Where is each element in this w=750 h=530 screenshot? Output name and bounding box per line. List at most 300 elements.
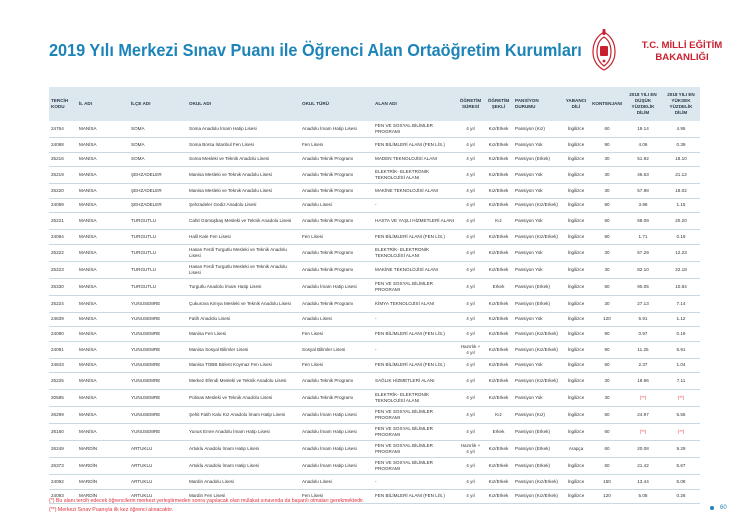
table-cell: 90.05 bbox=[624, 278, 662, 295]
table-cell: 4 yıl bbox=[457, 278, 484, 295]
table-cell: 26373 bbox=[49, 458, 77, 475]
table-cell: Fen Lisesi bbox=[300, 489, 373, 504]
table-cell: 90 bbox=[590, 341, 624, 358]
table-cell: Arapça bbox=[562, 441, 590, 458]
table-cell: Pansiyon Yok bbox=[513, 244, 562, 261]
table-row bbox=[49, 152, 700, 167]
table-cell: TURGUTLU bbox=[129, 230, 187, 245]
table-cell: 60 bbox=[590, 458, 624, 475]
table-cell: YUNUSEMRE bbox=[129, 358, 187, 373]
table-cell: 4 yıl bbox=[457, 138, 484, 153]
table-cell: 60 bbox=[590, 407, 624, 424]
table-row bbox=[49, 373, 700, 390]
table-cell: Artuklu Anadolu İmam Hatip Lisesi bbox=[187, 441, 300, 458]
table-cell: Pansiyon Yok bbox=[513, 312, 562, 327]
table-cell: 90 bbox=[590, 198, 624, 213]
table-cell: MAKİNE TEKNOLOJİSİ ALANI bbox=[373, 184, 457, 199]
table-cell: 30 bbox=[590, 244, 624, 261]
table-cell: Mardin Anadolu Lisesi bbox=[187, 475, 300, 490]
table-cell: 24839 bbox=[49, 312, 77, 327]
table-row bbox=[49, 458, 700, 475]
table-cell: 21.42 bbox=[624, 458, 662, 475]
table-cell: - bbox=[373, 341, 457, 358]
table-cell: Kız/Erkek bbox=[484, 152, 513, 167]
table-cell: 24843 bbox=[49, 358, 77, 373]
table-cell: Kız/Erkek bbox=[484, 244, 513, 261]
table-cell: Pansiyon (Kız/Erkek) bbox=[513, 230, 562, 245]
table-cell: FEN VE SOSYAL BİLİMLER PROGRAMI bbox=[373, 424, 457, 441]
table-cell: 30 bbox=[590, 373, 624, 390]
table-cell: 13.44 bbox=[624, 475, 662, 490]
table-cell: Çukurova Kimya Mesleki ve Teknik Anadolu Lisesi bbox=[187, 295, 300, 312]
table-cell: 60 bbox=[590, 441, 624, 458]
table-cell: İngilizce bbox=[562, 475, 590, 490]
table-row bbox=[49, 261, 700, 278]
table-cell: İngilizce bbox=[562, 390, 590, 407]
table-cell: FEN VE SOSYAL BİLİMLER PROGRAMI bbox=[373, 407, 457, 424]
table-cell: Anadolu İmam Hatip Lisesi bbox=[300, 407, 373, 424]
table-cell: YUNUSEMRE bbox=[129, 390, 187, 407]
table-cell: - bbox=[373, 312, 457, 327]
table-cell: 22.18 bbox=[662, 261, 700, 278]
table-cell: MANİSA bbox=[77, 373, 129, 390]
table-cell: Pansiyon (Erkek) bbox=[513, 152, 562, 167]
table-cell: Fen Lisesi bbox=[300, 230, 373, 245]
table-cell: 57.29 bbox=[624, 244, 662, 261]
table-cell: ARTUKLU bbox=[129, 458, 187, 475]
table-cell: - bbox=[373, 475, 457, 490]
table-cell: 25330 bbox=[49, 278, 77, 295]
table-cell: ŞEHZADELER bbox=[129, 184, 187, 199]
table-cell: 60 bbox=[590, 121, 624, 138]
table-cell: YUNUSEMRE bbox=[129, 424, 187, 441]
table-cell: MANİSA bbox=[77, 230, 129, 245]
table-cell: 60 bbox=[590, 213, 624, 230]
footnotes bbox=[49, 497, 364, 515]
table-cell: 120 bbox=[590, 312, 624, 327]
table-cell: 4 yıl bbox=[457, 121, 484, 138]
table-cell: SOMA bbox=[129, 152, 187, 167]
table-cell: ŞEHZADELER bbox=[129, 167, 187, 184]
table-cell: 5.08 bbox=[662, 475, 700, 490]
header-row bbox=[49, 87, 700, 121]
table-cell: YUNUSEMRE bbox=[129, 295, 187, 312]
table-cell: İngilizce bbox=[562, 312, 590, 327]
table-cell: Kız/Erkek bbox=[484, 475, 513, 490]
table-cell: 60 bbox=[590, 358, 624, 373]
table-cell: Anadolu İmam Hatip Lisesi bbox=[300, 441, 373, 458]
table-cell: TURGUTLU bbox=[129, 244, 187, 261]
table-cell: Pansiyon (Kız/Erkek) bbox=[513, 198, 562, 213]
table-cell: Hasan Ferdi Turgutlu Mesleki ve Teknik Anadolu Lisesi bbox=[187, 244, 300, 261]
table-cell: 1.12 bbox=[662, 312, 700, 327]
table-cell: Şehzadeler Gediz Anadolu Lisesi bbox=[187, 198, 300, 213]
table-cell: MANİSA bbox=[77, 341, 129, 358]
table-cell: Erkek bbox=[484, 278, 513, 295]
table-row bbox=[49, 184, 700, 199]
table-cell: Anadolu Lisesi bbox=[300, 312, 373, 327]
table-cell: Kız bbox=[484, 407, 513, 424]
table-row bbox=[49, 441, 700, 458]
table-cell: 60 bbox=[590, 424, 624, 441]
table-cell: KİMYA TEKNOLOJİSİ ALANI bbox=[373, 295, 457, 312]
table-cell: İngilizce bbox=[562, 261, 590, 278]
page-title: 2019 Yılı Merkezi Sınav Puanı ile Öğrenci Alan Ortaöğretim Kurumları bbox=[49, 40, 582, 60]
table-cell: 30 bbox=[590, 152, 624, 167]
table-cell: İngilizce bbox=[562, 407, 590, 424]
table-row bbox=[49, 390, 700, 407]
table-cell: Fen Lisesi bbox=[300, 327, 373, 342]
table-cell: 4 yıl bbox=[457, 167, 484, 184]
table-cell: 4 yıl bbox=[457, 261, 484, 278]
table-cell: Artuklu Anadolu İmam Hatip Lisesi bbox=[187, 458, 300, 475]
table-cell: 90 bbox=[590, 138, 624, 153]
table-cell: Pansiyon (Kız) bbox=[513, 121, 562, 138]
table-row bbox=[49, 167, 700, 184]
table-cell: 25221 bbox=[49, 213, 77, 230]
table-row bbox=[49, 341, 700, 358]
table-cell: Kız/Erkek bbox=[484, 295, 513, 312]
table-cell: 25224 bbox=[49, 295, 77, 312]
table-cell: 5.55 bbox=[662, 407, 700, 424]
table-cell: YUNUSEMRE bbox=[129, 373, 187, 390]
table-cell: 18.96 bbox=[624, 373, 662, 390]
table-cell: ARTUKLU bbox=[129, 441, 187, 458]
table-cell: ARTUKLU bbox=[129, 475, 187, 490]
table-cell: İngilizce bbox=[562, 138, 590, 153]
table-cell: İngilizce bbox=[562, 121, 590, 138]
table-row bbox=[49, 358, 700, 373]
table-cell: Hazırlık + 4 yıl bbox=[457, 441, 484, 458]
table-row bbox=[49, 295, 700, 312]
table-cell: YUNUSEMRE bbox=[129, 341, 187, 358]
table-cell: 19.14 bbox=[624, 121, 662, 138]
table-cell: Pansiyon Yok bbox=[513, 138, 562, 153]
table-cell: 1.15 bbox=[662, 198, 700, 213]
table-cell: HASTA VE YAŞLI HİZMETLERİ ALANI bbox=[373, 213, 457, 230]
table-cell: 21.12 bbox=[662, 167, 700, 184]
table-cell: 7.14 bbox=[662, 295, 700, 312]
table-cell: Anadolu İmam Hatip Lisesi bbox=[300, 458, 373, 475]
table-cell: 20.20 bbox=[662, 213, 700, 230]
table-cell: 4 yıl bbox=[457, 358, 484, 373]
table-cell: Kız/Erkek bbox=[484, 312, 513, 327]
table-cell: 25219 bbox=[49, 167, 77, 184]
table-cell: MARDİN bbox=[77, 475, 129, 490]
table-cell: FEN VE SOSYAL BİLİMLER PROGRAMI bbox=[373, 458, 457, 475]
table-row bbox=[49, 138, 700, 153]
table-cell: YUNUSEMRE bbox=[129, 327, 187, 342]
table-cell: 4 yıl bbox=[457, 424, 484, 441]
table-cell: 5.91 bbox=[624, 312, 662, 327]
table-cell: ARTUKLU bbox=[129, 489, 187, 504]
table-cell: 4 yıl bbox=[457, 230, 484, 245]
table-cell: 11.25 bbox=[624, 341, 662, 358]
table-cell: Kız/Erkek bbox=[484, 489, 513, 504]
table-cell: 4 yıl bbox=[457, 327, 484, 342]
table-cell: Anadolu Teknik Programı bbox=[300, 295, 373, 312]
table-cell: ELEKTRİK- ELEKTRONİK TEKNOLOJİSİ ALANI bbox=[373, 390, 457, 407]
table-cell: Manisa Fen Lisesi bbox=[187, 327, 300, 342]
table-cell: SAĞLIK HİZMETLERİ ALANI bbox=[373, 373, 457, 390]
table-cell: Hasan Ferdi Turgutlu Mesleki ve Teknik Anadolu Lisesi bbox=[187, 261, 300, 278]
table-cell: Pansiyon (Erkek) bbox=[513, 424, 562, 441]
schools-table bbox=[49, 87, 700, 504]
table-cell: İngilizce bbox=[562, 244, 590, 261]
table-cell: Pansiyon (Erkek) bbox=[513, 295, 562, 312]
table-cell: 1.04 bbox=[662, 358, 700, 373]
table-cell: Anadolu Teknik Programı bbox=[300, 244, 373, 261]
table-cell: 24090 bbox=[49, 327, 77, 342]
table-cell: 25220 bbox=[49, 184, 77, 199]
table-cell: 24.97 bbox=[624, 407, 662, 424]
table-row bbox=[49, 213, 700, 230]
table-cell: SOMA bbox=[129, 138, 187, 153]
table-cell: 0.39 bbox=[662, 138, 700, 153]
table-cell: 24088 bbox=[49, 138, 77, 153]
footnote-1: (*) Bu alanı tercih edecek öğrencilerin merkezi yerleştirmeden sonra yapılacak olan mülakat sınavında da başarılı olmaları gerekmektedir. bbox=[49, 498, 365, 504]
table-cell: TURGUTLU bbox=[129, 213, 187, 230]
table-cell: (**) bbox=[624, 390, 662, 407]
table-cell: Anadolu Teknik Programı bbox=[300, 261, 373, 278]
table-cell: Pansiyon (Erkek) bbox=[513, 458, 562, 475]
table-cell: Kız/Erkek bbox=[484, 341, 513, 358]
column-header: OKUL TÜRÜ bbox=[300, 87, 373, 121]
table-cell: Soma Mesleki ve Teknik Anadolu Lisesi bbox=[187, 152, 300, 167]
table-cell: 5.67 bbox=[662, 458, 700, 475]
table-cell: Pansiyon (Kız/Erkek) bbox=[513, 327, 562, 342]
table-cell: Kız/Erkek bbox=[484, 441, 513, 458]
column-header: OKUL ADI bbox=[187, 87, 300, 121]
table-cell: İngilizce bbox=[562, 341, 590, 358]
table-body bbox=[49, 121, 700, 504]
table-cell: 51.92 bbox=[624, 152, 662, 167]
column-header: YABANCI DİLİ bbox=[562, 87, 590, 121]
table-cell: İngilizce bbox=[562, 213, 590, 230]
table-cell: 18.02 bbox=[662, 184, 700, 199]
table-cell: Manisa Mesleki ve Teknik Anadolu Lisesi bbox=[187, 167, 300, 184]
table-cell: FEN VE SOSYAL BİLİMLER PROGRAMI bbox=[373, 441, 457, 458]
table-cell: Kız/Erkek bbox=[484, 230, 513, 245]
table-cell: MANİSA bbox=[77, 167, 129, 184]
table-cell: 9.29 bbox=[662, 441, 700, 458]
table-cell: Pansiyon Yok bbox=[513, 358, 562, 373]
table-cell: 4 yıl bbox=[457, 458, 484, 475]
table-cell: MANİSA bbox=[77, 152, 129, 167]
table-cell: 0.26 bbox=[662, 489, 700, 504]
table-cell: İngilizce bbox=[562, 167, 590, 184]
table-cell: 30 bbox=[590, 390, 624, 407]
table-cell: FEN VE SOSYAL BİLİMLER PROGRAMI bbox=[373, 278, 457, 295]
table-cell: MANİSA bbox=[77, 184, 129, 199]
table-row bbox=[49, 230, 700, 245]
table-cell: İngilizce bbox=[562, 295, 590, 312]
table-row bbox=[49, 475, 700, 490]
table-cell: 24764 bbox=[49, 121, 77, 138]
table-cell: Pansiyon (Kız/Erkek) bbox=[513, 475, 562, 490]
table-cell: 57.98 bbox=[624, 184, 662, 199]
table-cell: 30 bbox=[590, 295, 624, 312]
table-cell: 7.11 bbox=[662, 373, 700, 390]
table-cell: Halil Kale Fen Lisesi bbox=[187, 230, 300, 245]
table-cell: 4 yıl bbox=[457, 489, 484, 504]
table-cell: Pansiyon (Kız/Erkek) bbox=[513, 373, 562, 390]
table-cell: Pansiyon Yok bbox=[513, 184, 562, 199]
table-cell: Anadolu Teknik Programı bbox=[300, 167, 373, 184]
table-cell: ELEKTRİK- ELEKTRONİK TEKNOLOJİSİ ALANI bbox=[373, 244, 457, 261]
table-cell: Anadolu Teknik Programı bbox=[300, 184, 373, 199]
table-cell: SOMA bbox=[129, 121, 187, 138]
table-cell: Merkez Efendi Mesleki ve Teknik Anadolu Lisesi bbox=[187, 373, 300, 390]
table-row bbox=[49, 244, 700, 261]
table-cell: 150 bbox=[590, 475, 624, 490]
table-cell: MANİSA bbox=[77, 138, 129, 153]
table-row bbox=[49, 198, 700, 213]
table-cell: 1.71 bbox=[624, 230, 662, 245]
table-cell: İngilizce bbox=[562, 327, 590, 342]
table-cell: Fatih Anadolu Lisesi bbox=[187, 312, 300, 327]
column-header: 2018 YILI EN DÜŞÜK YÜZDELİK DİLİM bbox=[624, 87, 662, 121]
table-cell: 20.08 bbox=[624, 441, 662, 458]
table-cell: ŞEHZADELER bbox=[129, 198, 187, 213]
table-cell: İngilizce bbox=[562, 424, 590, 441]
table-cell: 4 yıl bbox=[457, 312, 484, 327]
table-cell: 24094 bbox=[49, 230, 77, 245]
table-cell: Cahit Gümüşbaş Mesleki ve Teknik Anadolu Lisesi bbox=[187, 213, 300, 230]
table-cell: Kız/Erkek bbox=[484, 121, 513, 138]
table-cell: Anadolu İmam Hatip Lisesi bbox=[300, 121, 373, 138]
table-cell: 90 bbox=[590, 327, 624, 342]
table-cell: İngilizce bbox=[562, 198, 590, 213]
table-cell: Soma Borsa İstanbul Fen Lisesi bbox=[187, 138, 300, 153]
table-cell: - bbox=[373, 198, 457, 213]
table-cell: Kız bbox=[484, 213, 513, 230]
table-cell: 4 yıl bbox=[457, 244, 484, 261]
table-cell: Anadolu Lisesi bbox=[300, 198, 373, 213]
table-cell: Anadolu Lisesi bbox=[300, 475, 373, 490]
table-cell: Manisa Mesleki ve Teknik Anadolu Lisesi bbox=[187, 184, 300, 199]
table-cell: 4 yıl bbox=[457, 152, 484, 167]
table-cell: 24091 bbox=[49, 341, 77, 358]
table-cell: 4 yıl bbox=[457, 295, 484, 312]
table-cell: İngilizce bbox=[562, 230, 590, 245]
table-cell: MANİSA bbox=[77, 407, 129, 424]
table-header bbox=[49, 87, 700, 121]
ministry-line-2: BAKANLIĞI bbox=[655, 52, 709, 63]
table-cell: Sosyal Bilimler Lisesi bbox=[300, 341, 373, 358]
table-cell: 0.19 bbox=[662, 327, 700, 342]
table-cell: İngilizce bbox=[562, 358, 590, 373]
table-cell: İngilizce bbox=[562, 184, 590, 199]
ministry-logo-icon bbox=[586, 28, 622, 74]
table-cell: Soma Anadolu İmam Hatip Lisesi bbox=[187, 121, 300, 138]
table-cell: 18.10 bbox=[662, 152, 700, 167]
table-cell: 120 bbox=[590, 489, 624, 504]
column-header: 2018 YILI EN YÜKSEK YÜZDELİK DİLİM bbox=[662, 87, 700, 121]
table-cell: TURGUTLU bbox=[129, 278, 187, 295]
table-cell: (**) bbox=[662, 390, 700, 407]
table-cell: MANİSA bbox=[77, 198, 129, 213]
table-cell: Kız/Erkek bbox=[484, 373, 513, 390]
table-cell: FEN BİLİMLERİ ALANI (FEN LİS.) bbox=[373, 489, 457, 504]
table-cell: Kız/Erkek bbox=[484, 184, 513, 199]
table-cell: 82.10 bbox=[624, 261, 662, 278]
table-cell: Anadolu Teknik Programı bbox=[300, 390, 373, 407]
table-cell: Hazırlık + 4 yıl bbox=[457, 341, 484, 358]
table-cell: Erkek bbox=[484, 424, 513, 441]
table-cell: İngilizce bbox=[562, 373, 590, 390]
table-cell: 25225 bbox=[49, 373, 77, 390]
table-cell: Manisa Sosyal Bilimler Lisesi bbox=[187, 341, 300, 358]
table-cell: Kız/Erkek bbox=[484, 138, 513, 153]
table-cell: TURGUTLU bbox=[129, 261, 187, 278]
table-cell: Kız/Erkek bbox=[484, 261, 513, 278]
table-row bbox=[49, 327, 700, 342]
table-cell: Mardin Fen Lisesi bbox=[187, 489, 300, 504]
table-cell: 60 bbox=[590, 278, 624, 295]
table-cell: 4 yıl bbox=[457, 198, 484, 213]
table-cell: Pansiyon (Erkek) bbox=[513, 278, 562, 295]
column-header: İLÇE ADI bbox=[129, 87, 187, 121]
table-cell: FEN VE SOSYAL BİLİMLER PROGRAMI bbox=[373, 121, 457, 138]
column-header: ÖĞRETİM ŞEKLİ bbox=[484, 87, 513, 121]
table-cell: MANİSA bbox=[77, 390, 129, 407]
table-cell: 4 yıl bbox=[457, 373, 484, 390]
table-cell: Turgutlu Anadolu İmam Hatip Lisesi bbox=[187, 278, 300, 295]
table-cell: MANİSA bbox=[77, 358, 129, 373]
ministry-name bbox=[622, 40, 742, 64]
column-header: ÖĞRETİM SÜRESİ bbox=[457, 87, 484, 121]
footnote-2: (**) Merkezi Sınav Puanıyla ilk kez öğrenci alınacaktır. bbox=[49, 507, 174, 513]
table-cell: 26249 bbox=[49, 441, 77, 458]
table-cell: Anadolu Teknik Programı bbox=[300, 373, 373, 390]
table-cell: MANİSA bbox=[77, 261, 129, 278]
table-cell: Pansiyon (Kız/Erkek) bbox=[513, 341, 562, 358]
table-cell: 68.09 bbox=[624, 213, 662, 230]
table-cell: 4.95 bbox=[662, 121, 700, 138]
table-cell: 20585 bbox=[49, 390, 77, 407]
table-cell: Yunus Emre Anadolu İmam Hatip Lisesi bbox=[187, 424, 300, 441]
table-cell: FEN BİLİMLERİ ALANI (FEN LİS.) bbox=[373, 358, 457, 373]
table-cell: 46.63 bbox=[624, 167, 662, 184]
table-cell: 30 bbox=[590, 167, 624, 184]
table-cell: 4 yıl bbox=[457, 184, 484, 199]
table-cell: İngilizce bbox=[562, 152, 590, 167]
table-cell: Pansiyon (Kız/Erkek) bbox=[513, 489, 562, 504]
table-cell: Anadolu İmam Hatip Lisesi bbox=[300, 278, 373, 295]
table-cell: 0.19 bbox=[662, 230, 700, 245]
table-cell: Pansiyon Yok bbox=[513, 213, 562, 230]
table-cell: 4 yıl bbox=[457, 390, 484, 407]
column-header: İL ADI bbox=[77, 87, 129, 121]
table-cell: 24093 bbox=[49, 489, 77, 504]
table-cell: Anadolu İmam Hatip Lisesi bbox=[300, 424, 373, 441]
table-cell: Kız/Erkek bbox=[484, 198, 513, 213]
table-cell: Pansiyon Yok bbox=[513, 167, 562, 184]
table-cell: Fen Lisesi bbox=[300, 138, 373, 153]
table-cell: Kız/Erkek bbox=[484, 390, 513, 407]
table-cell: (**) bbox=[662, 424, 700, 441]
table-cell: Kız/Erkek bbox=[484, 358, 513, 373]
table-cell: Kız/Erkek bbox=[484, 458, 513, 475]
table-cell: 25216 bbox=[49, 152, 77, 167]
table-row bbox=[49, 121, 700, 138]
table-row bbox=[49, 424, 700, 441]
table-cell: İngilizce bbox=[562, 458, 590, 475]
table-cell: MARDİN bbox=[77, 458, 129, 475]
column-header: TERCİH KODU bbox=[49, 87, 77, 121]
table-cell: 4 yıl bbox=[457, 213, 484, 230]
